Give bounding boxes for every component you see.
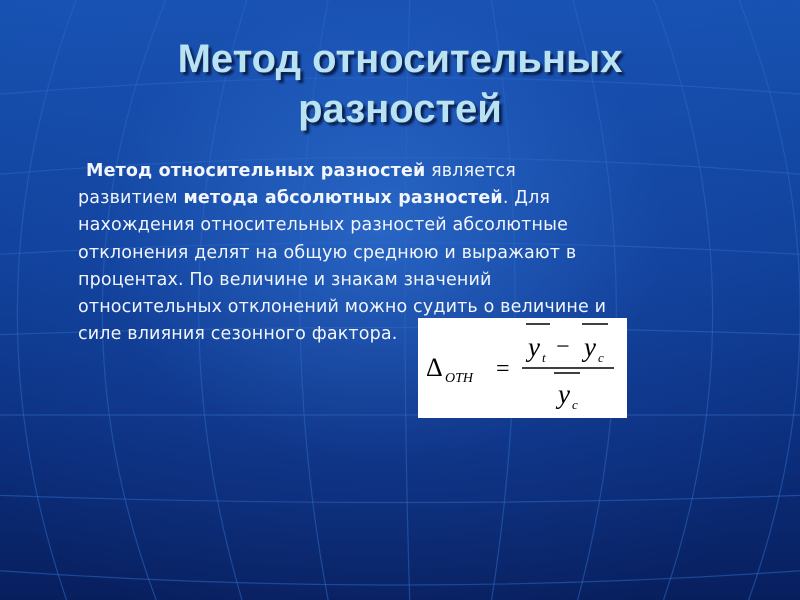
formula-den: y (558, 379, 570, 409)
formula-den-sub: c (572, 397, 578, 412)
slide-title (0, 34, 800, 134)
title-line-1: Метод относительных (177, 37, 623, 81)
paragraph-line-4: отклонения делят на общую среднюю и выражают в (78, 242, 577, 263)
line-2-start: развитием (78, 188, 184, 209)
formula-num-left-sub: t (542, 350, 546, 365)
paragraph-line-2 (78, 185, 768, 212)
formula-num-right-sub: c (598, 350, 604, 365)
paragraph-line-3: нахождения относительных разностей абсолютные (78, 215, 568, 236)
paragraph-line-5: процентах. По величине и знакам значений (78, 269, 492, 290)
line-1-rest: является (425, 161, 516, 181)
formula-num-left: y (528, 332, 540, 362)
formula-svg (418, 318, 627, 418)
title-line-2: разностей (298, 87, 502, 131)
bold-term-relative-differences: Метод относительных разностей (86, 161, 426, 181)
paragraph-line-1 (78, 158, 768, 185)
formula-image (418, 318, 627, 418)
formula-equals: = (496, 356, 510, 382)
formula-subscript: ОТН (445, 371, 474, 386)
formula-delta: Δ (426, 353, 443, 382)
line-2-rest: . Для (502, 188, 551, 209)
formula-minus: − (556, 334, 570, 360)
formula-num-right: y (584, 332, 596, 362)
bold-term-absolute-differences: метода абсолютных разностей (183, 188, 503, 209)
paragraph-line-6: относительных отклонений можно судить о величине и (78, 297, 607, 318)
paragraph-line-7: силе влияния сезонного фактора. (78, 324, 398, 345)
